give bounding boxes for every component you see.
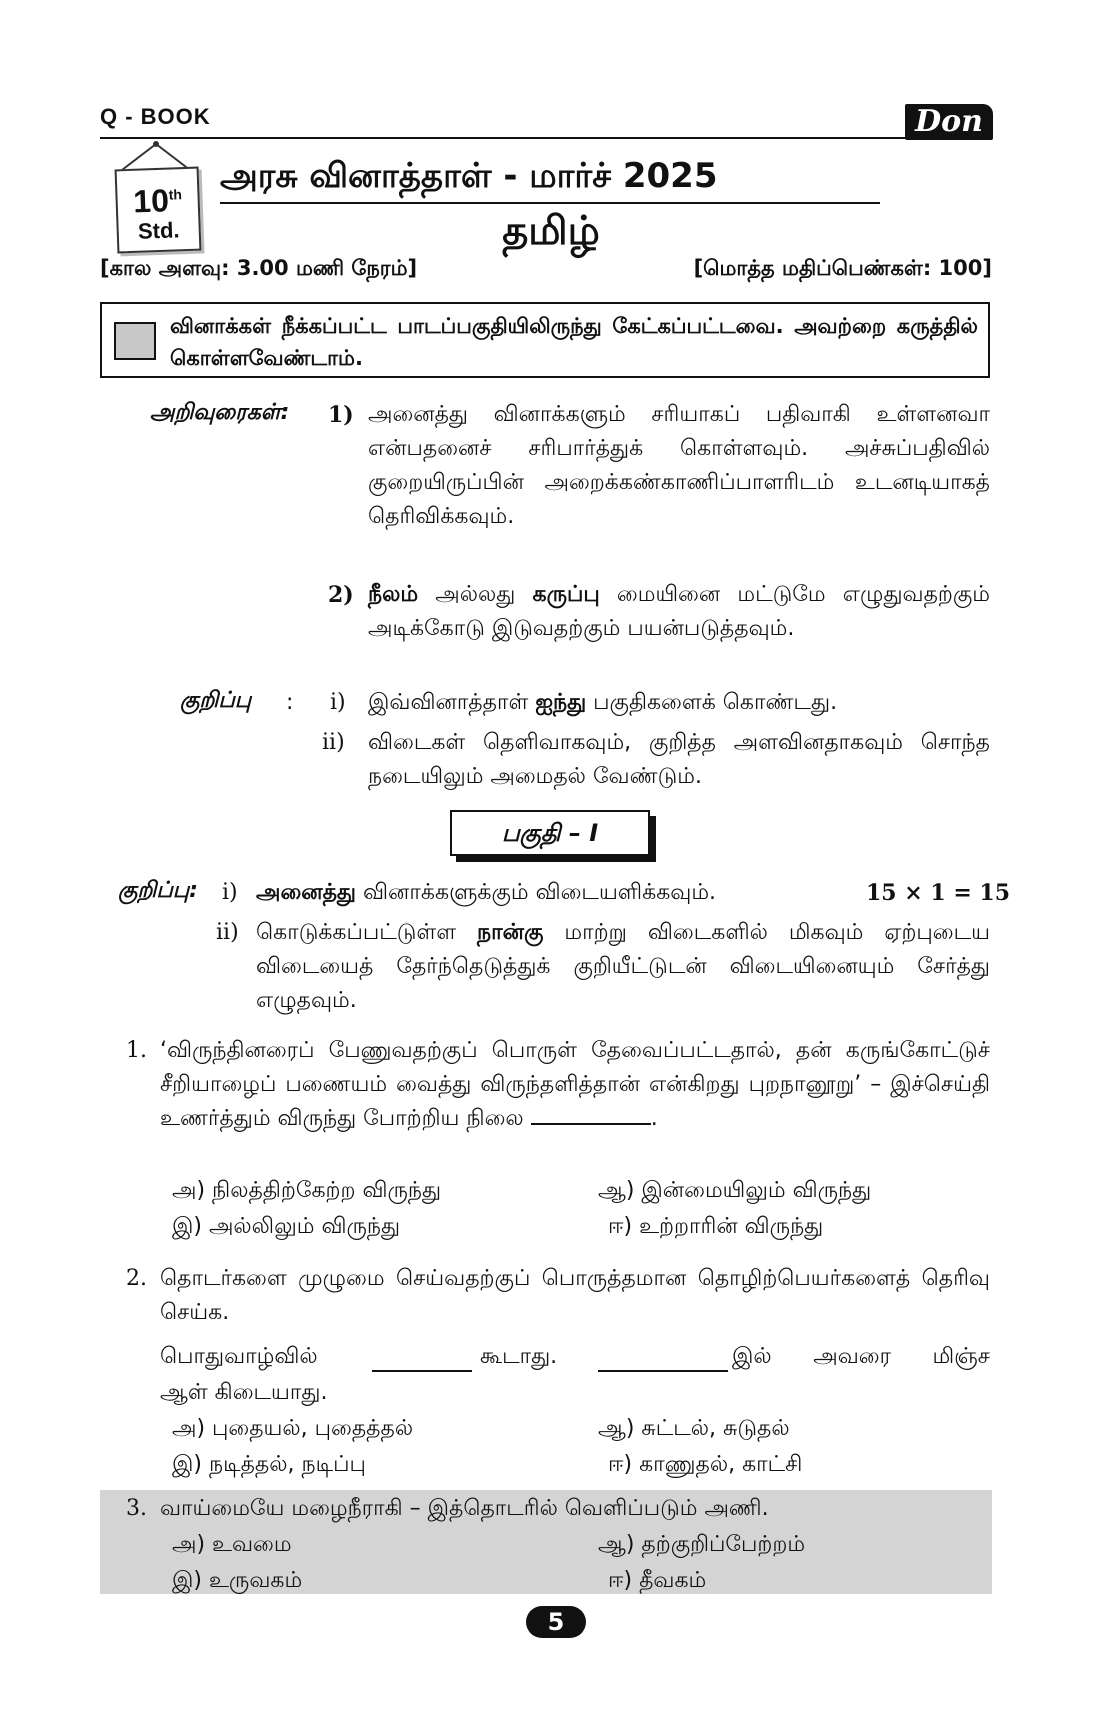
part-note-2-text xyxy=(256,916,990,1018)
q1-text xyxy=(160,1034,990,1136)
q1-number: 1. xyxy=(126,1038,147,1063)
blue-word: நீலம் xyxy=(368,582,419,607)
instruction-1-num: 1) xyxy=(328,402,354,428)
book-label: Q - BOOK xyxy=(100,104,211,129)
instruction-1-text: அனைத்து வினாக்களும் சரியாகப் பதிவாகி உள்ளனவா என்பதனைச் சரிபார்த்துக் கொள்ளவும். அச்சுப்பதிவில் குறையிருப்பின் அறைக்கண்காணிப்பாளரிடம் உடனடியாகத் தெரிவிக்கவும். xyxy=(368,402,990,529)
note-1-text xyxy=(368,686,990,720)
q1-option-a[interactable]: அ) நிலத்திற்கேற்ற விருந்து xyxy=(172,1178,442,1203)
subject-title: தமிழ் xyxy=(502,208,600,254)
q2-number: 2. xyxy=(126,1266,147,1291)
q1-option-c[interactable]: இ) அல்லிலும் விருந்து xyxy=(172,1214,401,1239)
black-word: கருப்பு xyxy=(532,582,600,607)
page-title: அரசு வினாத்தாள் - மார்ச் 2025 xyxy=(220,156,880,204)
note-2-num: ii) xyxy=(322,730,345,755)
part-note-2-bold: நான்கு xyxy=(477,920,544,945)
q1-option-b[interactable]: ஆ) இன்மையிலும் விருந்து xyxy=(598,1178,872,1203)
time-duration: [கால அளவு: 3.00 மணி நேரம்] xyxy=(100,256,418,280)
note-label: குறிப்பு xyxy=(180,688,252,713)
instruction-2-or: அல்லது xyxy=(418,582,533,607)
part-note-1-num: i) xyxy=(222,880,238,905)
part-note-2-a: கொடுக்கப்பட்டுள்ள xyxy=(256,920,478,945)
q2-line-a: பொதுவாழ்வில் xyxy=(160,1344,318,1369)
q2-line-b: கூடாது. xyxy=(480,1344,558,1369)
note-colon: : xyxy=(286,690,294,715)
instruction-2-rest: மையினை மட்டுமே எழுதுவதற்கும் அடிக்கோடு இடுவதற்கும் பயன்படுத்தவும். xyxy=(368,582,991,641)
q2-blank-1[interactable] xyxy=(372,1346,472,1372)
notice-box xyxy=(100,302,990,378)
notice-text: வினாக்கள் நீக்கப்பட்ட பாடப்பகுதியிலிருந்து கேட்கப்பட்டவை. அவற்றை கருத்தில் கொள்ளவேண்டாம். xyxy=(170,314,978,370)
part-note-2-b: மாற்று விடைகளில் மிகவும் ஏற்புடைய விடையைத் தேர்ந்தெடுத்துக் குறியீட்டுடன் விடையினையும் சேர்த்து எழுதவும். xyxy=(256,920,990,1013)
q3-number: 3. xyxy=(126,1496,147,1521)
instruction-2-num: 2) xyxy=(328,582,354,608)
q3-option-b[interactable]: ஆ) தற்குறிப்பேற்றம் xyxy=(598,1532,806,1557)
part-note-1-bold: அனைத்து xyxy=(256,880,357,905)
q1-tail: . xyxy=(650,1106,658,1131)
note-1-c: பகுதிகளைக் கொண்டது. xyxy=(586,690,838,715)
q1-blank[interactable] xyxy=(531,1123,651,1125)
q2-line-d: ஆள் கிடையாது. xyxy=(160,1380,328,1405)
q1-option-d[interactable]: ஈ) உற்றாரின் விருந்து xyxy=(608,1214,824,1239)
brand-logo: Don xyxy=(905,104,993,140)
note-2-text: விடைகள் தெளிவாகவும், குறித்த அளவினதாகவும் சொந்த நடையிலும் அமைதல் வேண்டும். xyxy=(368,730,990,789)
part-note-1-rest: வினாக்களுக்கும் விடையளிக்கவும். xyxy=(356,880,717,905)
q2-line-c: இல் அவரை மிஞ்ச xyxy=(732,1344,990,1369)
q2-option-b[interactable]: ஆ) சுட்டல், சுடுதல் xyxy=(598,1416,790,1441)
instructions-label: அறிவுரைகள்: xyxy=(150,400,290,425)
q3-option-d[interactable]: ஈ) தீவகம் xyxy=(608,1568,707,1593)
part-heading: பகுதி – I xyxy=(450,810,650,856)
q3-text: வாய்மையே மழைநீராகி – இத்தொடரில் வெளிப்படும் அணி. xyxy=(160,1496,769,1521)
instruction-2-text xyxy=(368,578,990,646)
q3-option-a[interactable]: அ) உவமை xyxy=(172,1532,292,1557)
note-1-bold: ஐந்து xyxy=(535,690,587,715)
std-label: Std. xyxy=(137,216,180,244)
note-1-num: i) xyxy=(330,690,346,715)
q3-option-c[interactable]: இ) உருவகம் xyxy=(172,1568,303,1593)
page-number: 5 xyxy=(526,1606,586,1638)
part-note-label: குறிப்பு: xyxy=(118,878,198,903)
header-rule xyxy=(100,137,992,139)
q2-blank-2[interactable] xyxy=(598,1346,728,1372)
q1-body: ‘விருந்தினரைப் பேணுவதற்குப் பொருள் தேவைப்பட்டதால், தன் கருங்கோட்டுச் சீறியாழைப் பணையம் வைத்து விருந்தளித்தான் என்கிறது புறநானூறு’ – இச்செய்தி உணர்த்தும் விருந்து போற்றிய நிலை xyxy=(160,1038,990,1131)
q2-option-d[interactable]: ஈ) காணுதல், காட்சி xyxy=(608,1452,803,1477)
part-note-1-text xyxy=(256,876,716,910)
std-suffix: th xyxy=(168,186,183,203)
note-1-a: இவ்வினாத்தாள் xyxy=(368,690,536,715)
total-marks: [மொத்த மதிப்பெண்கள்: 100] xyxy=(693,256,992,280)
notice-square-icon xyxy=(114,322,156,360)
q2-text: தொடர்களை முழுமை செய்வதற்குப் பொருத்தமான தொழிற்பெயர்களைத் தெரிவு செய்க. xyxy=(160,1266,990,1325)
marks-formula: 15 × 1 = 15 xyxy=(866,880,1011,906)
q2-option-c[interactable]: இ) நடித்தல், நடிப்பு xyxy=(172,1452,366,1477)
std-number: 10 xyxy=(132,182,170,220)
part-note-2-num: ii) xyxy=(216,920,239,945)
q2-option-a[interactable]: அ) புதையல், புதைத்தல் xyxy=(172,1416,414,1441)
